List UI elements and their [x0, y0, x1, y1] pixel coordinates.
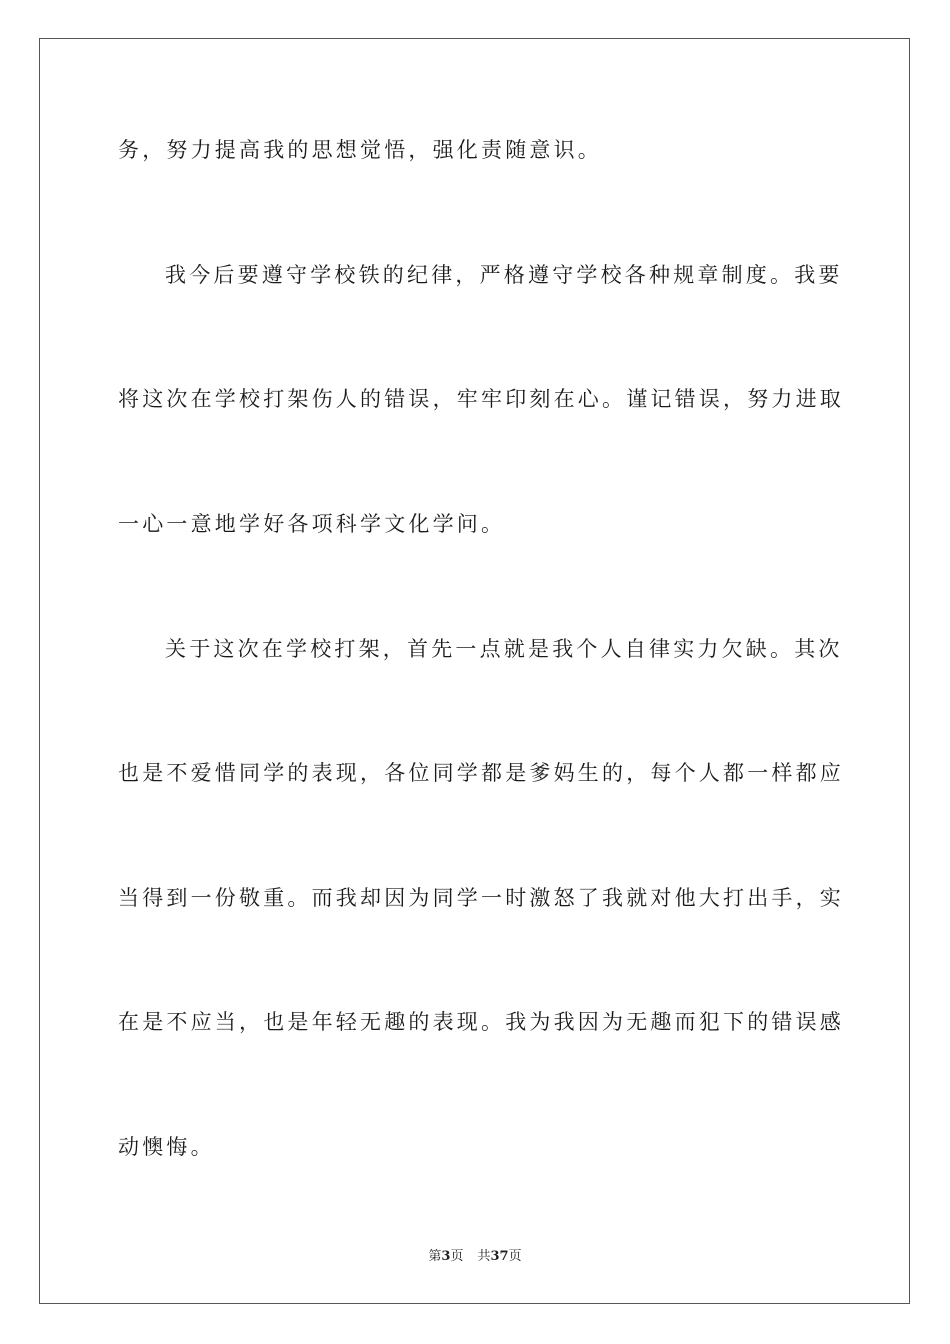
- footer-total-prefix: 共: [477, 1249, 491, 1264]
- body-line-7: 当得到一份敬重。而我却因为同学一时激怒了我就对他大打出手，实: [118, 886, 844, 910]
- body-line-6: 也是不爱惜同学的表现，各位同学都是爹妈生的，每个人都一样都应: [118, 761, 844, 785]
- footer-total-number: 37: [490, 1249, 509, 1264]
- body-line-1: 务，努力提高我的思想觉悟，强化责随意识。: [118, 138, 602, 162]
- body-line-3: 将这次在学校打架伤人的错误，牢牢印刻在心。谨记错误，努力进取: [118, 387, 844, 411]
- page-footer: [0, 1248, 950, 1266]
- body-line-5: 关于这次在学校打架，首先一点就是我个人自律实力欠缺。其次: [165, 637, 843, 661]
- body-line-4: 一心一意地学好各项科学文化学问。: [118, 512, 506, 536]
- footer-total-suffix: 页: [508, 1249, 522, 1264]
- body-line-9: 动懊悔。: [118, 1135, 215, 1159]
- body-line-2: 我今后要遵守学校铁的纪律，严格遵守学校各种规章制度。我要: [165, 263, 843, 287]
- footer-page-prefix: 第: [428, 1249, 442, 1264]
- body-line-8: 在是不应当，也是年轻无趣的表现。我为我因为无趣而犯下的错误感: [118, 1010, 844, 1034]
- footer-page-number: 3: [441, 1249, 451, 1264]
- page-frame: [39, 38, 910, 1304]
- footer-page-suffix: 页: [450, 1249, 464, 1264]
